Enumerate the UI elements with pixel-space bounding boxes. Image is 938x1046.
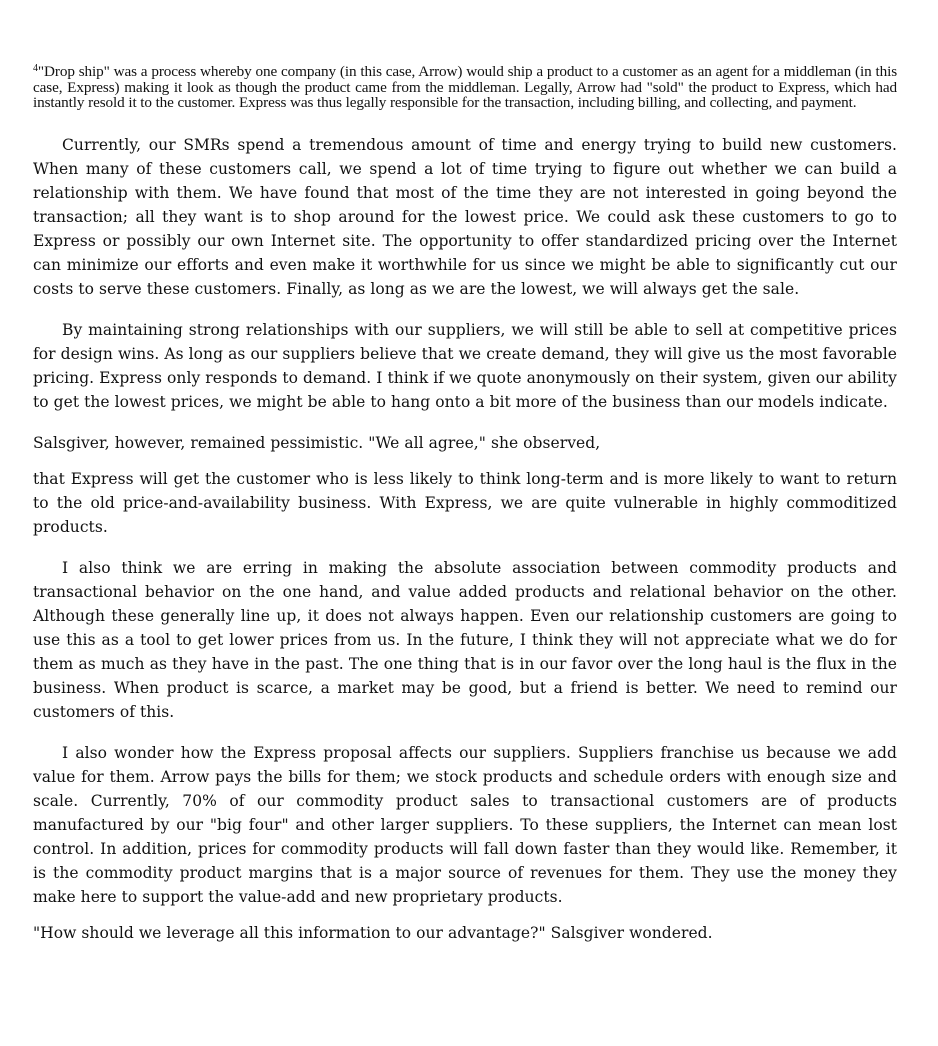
footnote bbox=[33, 64, 897, 111]
footnote-marker: 4 bbox=[33, 63, 38, 74]
paragraph-salsgiver-pessimistic: Salsgiver, however, remained pessimistic. "We all agree," she observed, bbox=[33, 433, 601, 452]
footnote-text: "Drop ship" was a process whereby one company (in this case, Arrow) would ship a product to a customer as an agent for a middleman (in this case, Express) making it look as though the product came from the middleman. Legally, Arrow had "sold" the product to Express, which had instantly resold it to the customer. Express was thus legally responsible for the transaction, including billing, and collecting, and payment. bbox=[33, 63, 897, 111]
paragraph-express-customer: that Express will get the customer who is less likely to think long-term and is more likely to want to return to the old price-and-availability business. With Express, we are quite vulnerable in highly commoditized products. bbox=[33, 469, 897, 536]
paragraph-closing-question: "How should we leverage all this information to our advantage?" Salsgiver wondered. bbox=[33, 923, 713, 942]
paragraph-smr-customers: Currently, our SMRs spend a tremendous amount of time and energy trying to build new customers. When many of these customers call, we spend a lot of time trying to figure out whether we can build a relationship with them. We have found that most of the time they are not interested in going beyond the transaction; all they want is to shop around for the lowest price. We could ask these customers to go to Express or possibly our own Internet site. The opportunity to offer standardized pricing over the Internet can minimize our efforts and even make it worthwhile for us since we might be able to significantly cut our costs to serve these customers. Finally, as long as we are the lowest, we will always get the sale. bbox=[33, 135, 897, 298]
document-page bbox=[33, 64, 897, 962]
paragraph-suppliers-impact: I also wonder how the Express proposal affects our suppliers. Suppliers franchise us because we add value for them. Arrow pays the bills for them; we stock products and schedule orders with enough size and scale. Currently, 70% of our commodity product sales to transactional customers are of products manufactured by our "big four" and other larger suppliers. To these suppliers, the Internet can mean lost control. In addition, prices for commodity products will fall down faster than they would like. Remember, it is the commodity product margins that is a major source of revenues for them. They use the money they make here to support the value-add and new proprietary products. bbox=[33, 743, 897, 906]
paragraph-commodity-association: I also think we are erring in making the absolute association between commodity products and transactional behavior on the one hand, and value added products and relational behavior on the other. Although these generally line up, it does not always happen. Even our relationship customers are going to use this as a tool to get lower prices from us. In the future, I think they will not appreciate what we do for them as much as they have in the past. The one thing that is in our favor over the long haul is the flux in the business. When product is scarce, a market may be good, but a friend is better. We need to remind our customers of this. bbox=[33, 558, 897, 721]
paragraph-supplier-relationships: By maintaining strong relationships with our suppliers, we will still be able to sell at competitive prices for design wins. As long as our suppliers believe that we create demand, they will give us the most favorable pricing. Express only responds to demand. I think if we quote anonymously on their system, given our ability to get the lowest prices, we might be able to hang onto a bit more of the business than our models indicate. bbox=[33, 320, 897, 411]
